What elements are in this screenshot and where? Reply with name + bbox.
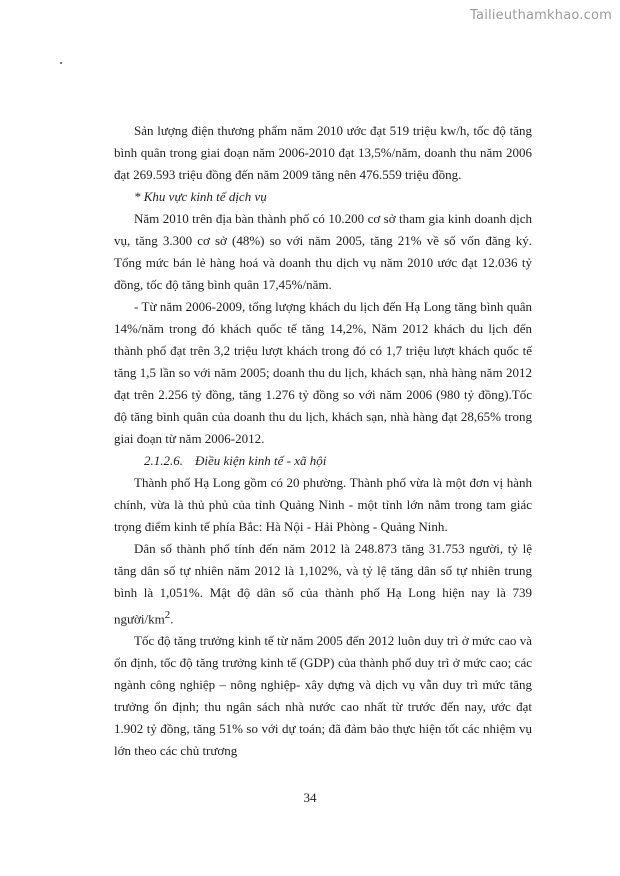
paragraph-electricity: Sản lượng điện thương phẩm năm 2010 ước đạt 519 triệu kw/h, tốc độ tăng bình quân trong giai đoạn năm 2006-2010 đạt 13,5%/năm, doanh thu năm 2006 đạt 269.593 triệu đồng đến năm 2009 tăng nên 476.559 triệu đồng. [114,123,532,182]
heading-services-sector: * Khu vực kinh tế dịch vụ [134,189,267,204]
scan-speck [60,62,62,64]
watermark: Tailieuthamkhao.com [470,8,612,23]
paragraph-growth: Tốc độ tăng trưởng kinh tế từ năm 2005 đến 2012 luôn duy trì ở mức cao và ổn định, tốc độ tăng trưởng kinh tế (GDP) của thành phố duy trì ở mức cao; các ngành công nghiệp – nông nghiệp- xây dựng và dịch vụ vẫn duy trì mức tăng trưởng ổn định; thu ngân sách nhà nước cao nhất từ trước đến nay, ước đạt 1.902 tỷ đồng, tăng 51% so với dự toán; đã đảm bảo thực hiện tốt các nhiệm vụ lớn theo các chủ trương [114,633,532,759]
paragraph-tourism: - Từ năm 2006-2009, tổng lượng khách du lịch đến Hạ Long tăng bình quân 14%/năm trong đó khách quốc tế tăng 14,2%, Năm 2012 khách du lịch đến thành phố đạt trên 3,2 triệu lượt khách trong đó có 1,7 triệu lượt khách quốc tế tăng 1,5 lần so với năm 2005; doanh thu du lịch, khách sạn, nhà hàng năm 2012 đạt trên 2.256 tỷ đồng, tăng 1.276 tỷ đồng so với năm 2006 (980 tỷ đồng).Tốc độ tăng bình quân của doanh thu du lịch, khách sạn, nhà hàng đạt 28,65% trong giai đoạn từ năm 2006-2012. [114,299,532,446]
section-number: 2.1.2.6. [144,453,183,468]
population-end: . [170,611,174,627]
section-title: Điều kiện kinh tế - xã hội [195,453,327,468]
population-text: Dân số thành phố tính đến năm 2012 là 248.873 tăng 31.753 người, tỷ lệ tăng dân số tự nhiên năm 2012 là 1,102%, và tỷ lệ tăng dân số tự nhiên trung bình là 1,051%. Mật độ dân số của thành phố Hạ Long hiện nay là 739 người/km [114,541,532,627]
paragraph-city-overview: Thành phố Hạ Long gồm có 20 phường. Thành phố vừa là một đơn vị hành chính, vừa là thủ phủ của tỉnh Quảng Ninh - một tỉnh lớn nằm trong tam giác trọng điểm kinh tế phía Bắc: Hà Nội - Hải Phòng - Quảng Ninh. [114,475,532,534]
document-body [114,120,532,762]
superscript-2: 2 [164,609,171,621]
paragraph-population [114,538,532,630]
paragraph-services: Năm 2010 trên địa bàn thành phố có 10.200 cơ sở tham gia kinh doanh dịch vụ, tăng 3.300 cơ sở (48%) so với năm 2005, tăng 21% về số vốn đăng ký. Tổng mức bán lẻ hàng hoá và doanh thu dịch vụ năm 2010 ước đạt 12.036 tỷ đồng, tốc độ tăng bình quân 17,45%/năm. [114,211,532,292]
section-heading [114,450,532,472]
page-number: 34 [303,790,317,805]
